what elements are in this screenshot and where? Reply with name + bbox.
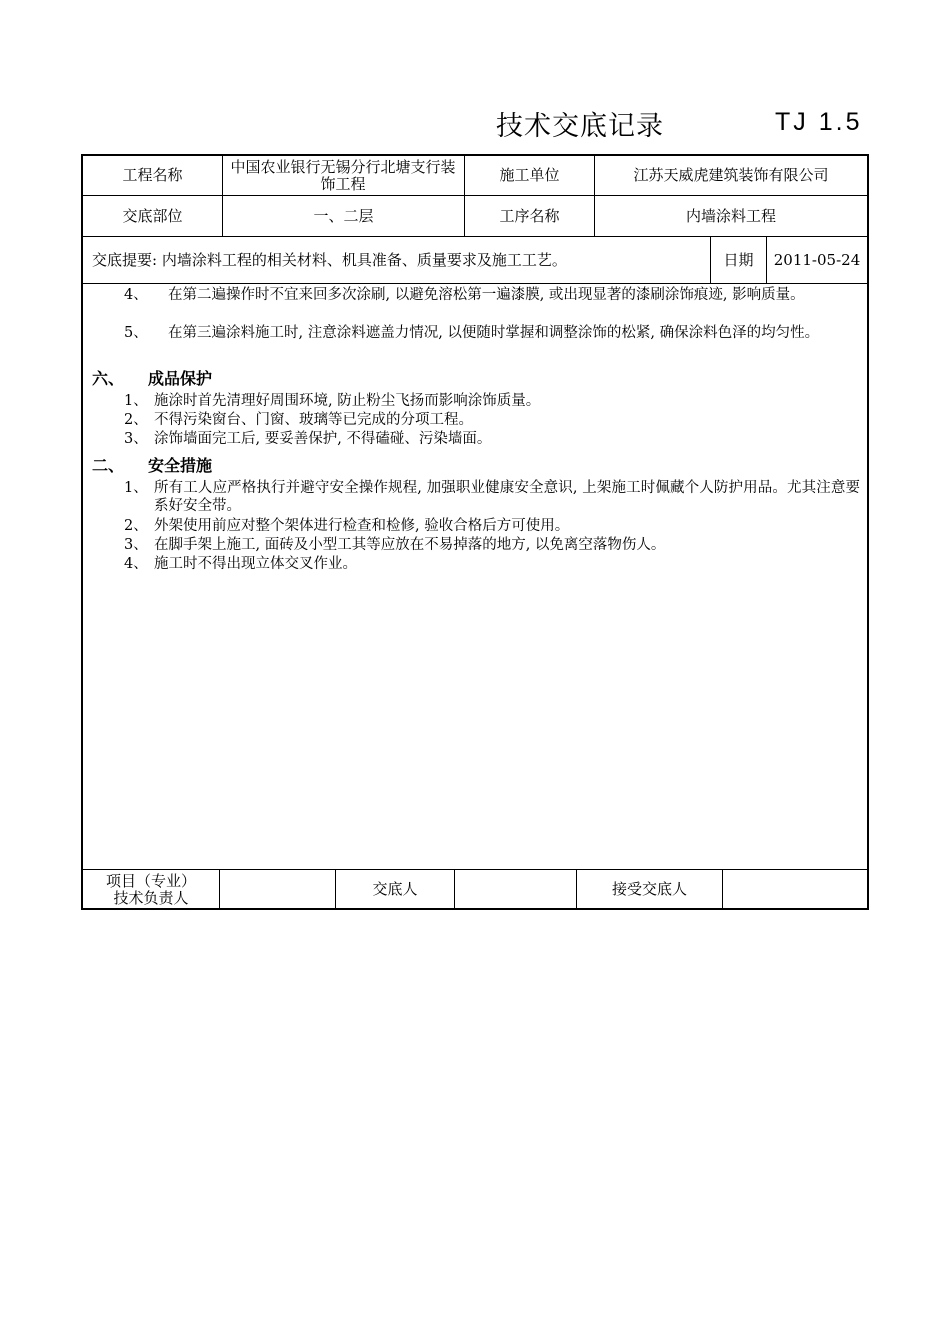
document-code: TJ 1.5 xyxy=(775,108,863,136)
item-text: 在第三遍涂料施工时, 注意涂料遮盖力情况, 以便随时掌握和调整涂饰的松紧, 确保涂料色泽的均匀性。 xyxy=(168,325,820,341)
document-title: 技术交底记录 xyxy=(496,111,664,142)
process-label: 工序名称 xyxy=(499,206,560,225)
project-name-label: 工程名称 xyxy=(122,166,183,184)
item-text: 涂饰墙面完工后, 要妥善保护, 不得磕碰、污染墙面。 xyxy=(154,431,492,447)
item-number: 4、 xyxy=(124,287,148,303)
item-number: 2、 xyxy=(124,518,148,534)
item-number: 3、 xyxy=(124,537,148,553)
contractor-label: 施工单位 xyxy=(499,166,560,184)
tech-lead-signature[interactable] xyxy=(220,870,335,909)
item-text: 施工时不得出现立体交叉作业。 xyxy=(154,556,357,572)
item-number: 3、 xyxy=(124,431,148,447)
tech-lead-label xyxy=(83,870,219,909)
item-text: 在脚手架上施工, 面砖及小型工其等应放在不易掉落的地方, 以免离空落物伤人。 xyxy=(154,537,666,553)
process-value: 内墙涂料工程 xyxy=(685,206,776,225)
section-title: 安全措施 xyxy=(148,456,213,475)
disclosure-summary: 交底提要: 内墙涂料工程的相关材料、机具准备、质量要求及施工工艺。 xyxy=(92,250,567,269)
item-number: 4、 xyxy=(124,556,148,572)
date-label: 日期 xyxy=(723,250,754,269)
item-number: 1、 xyxy=(124,480,148,496)
discloser-label: 交底人 xyxy=(372,880,418,898)
receiver-label: 接受交底人 xyxy=(611,880,687,898)
tech-lead-label-line1: 项目（专业） xyxy=(105,871,196,890)
item-text: 所有工人应严格执行并避守安全操作规程, 加强职业健康安全意识, 上架施工时佩藏个人防护用品。尤其注意要系好安全带。 xyxy=(154,480,860,514)
discloser-signature[interactable] xyxy=(455,870,576,909)
project-name-value: 中国农业银行无锡分行北塘支行装饰工程 xyxy=(230,157,456,193)
tech-lead-label-line2: 技术负责人 xyxy=(113,888,189,907)
section-number: 二、 xyxy=(92,456,125,475)
item-number: 1、 xyxy=(124,393,148,409)
location-value: 一、二层 xyxy=(313,206,374,225)
row-divider xyxy=(82,283,868,284)
item-text: 外架使用前应对整个架体进行检查和检修, 验收合格后方可使用。 xyxy=(154,518,570,534)
date-value: 2011-05-24 xyxy=(773,250,861,269)
contractor-value: 江苏天威虎建筑装饰有限公司 xyxy=(633,166,829,184)
receiver-signature[interactable] xyxy=(723,870,867,909)
item-number: 5、 xyxy=(124,325,148,341)
section-title: 成品保护 xyxy=(148,369,213,388)
item-number: 2、 xyxy=(124,412,148,428)
item-text: 不得污染窗台、门窗、玻璃等已完成的分项工程。 xyxy=(154,412,473,428)
section-number: 六、 xyxy=(92,369,125,388)
item-text: 在第二遍操作时不宜来回多次涂刷, 以避免溶松第一遍漆膜, 或出现显著的漆刷涂饰痕迹, 影响质量。 xyxy=(168,287,805,303)
item-text: 施涂时首先清理好周围环境, 防止粉尘飞扬而影响涂饰质量。 xyxy=(154,393,541,409)
location-label: 交底部位 xyxy=(122,206,183,225)
